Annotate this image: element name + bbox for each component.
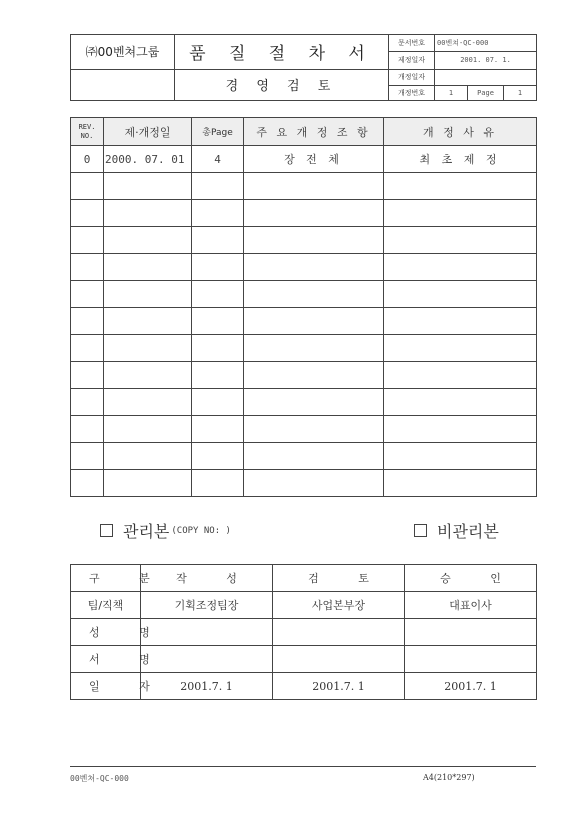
revision-rows (71, 146, 537, 497)
revision-row (71, 227, 537, 254)
revision-summary-cell (244, 335, 384, 362)
revision-pages-cell (192, 173, 244, 200)
revision-no-cell: 0 (71, 146, 104, 173)
revision-summary-cell (244, 200, 384, 227)
approval-review-cell (273, 619, 405, 646)
uncontrolled-copy-label: 비관리본 (437, 522, 499, 541)
revision-no-cell (71, 227, 104, 254)
revision-reason-cell: 최 초 제 정 (384, 146, 537, 173)
footer-divider (70, 766, 536, 767)
approval-label-cell: 일 자 (71, 673, 141, 700)
revision-date-label: 개정일자 (389, 69, 435, 85)
revision-reason-cell (384, 443, 537, 470)
revision-no-cell (71, 281, 104, 308)
approval-approve-cell: 2001.7. 1 (405, 673, 537, 700)
doc-no-label: 문서번호 (389, 35, 435, 52)
approval-review-cell: 2001.7. 1 (273, 673, 405, 700)
page-label: Page (468, 85, 504, 100)
revision-summary-cell (244, 227, 384, 254)
revision-no-cell (71, 362, 104, 389)
footer-doc-code: 00벤쳐-QC-000 (70, 774, 129, 783)
revision-reason-cell (384, 173, 537, 200)
header-revision-reason: 개 정 사 유 (384, 118, 537, 146)
approval-approve-cell: 대표이사 (405, 592, 537, 619)
document-title: 품 질 절 차 서 (175, 35, 389, 70)
approval-write-cell: 기획조정팀장 (141, 592, 273, 619)
controlled-copy-label: 관리본 (123, 522, 170, 541)
page-value: 1 (504, 85, 537, 100)
header-main-changes: 주 요 개 정 조 항 (244, 118, 384, 146)
company-name: ㈜00벤쳐그룹 (71, 35, 175, 70)
revision-date-cell (104, 281, 192, 308)
revision-row (71, 470, 537, 497)
revision-summary-cell (244, 389, 384, 416)
header-rev-no: REV. NO. (71, 118, 104, 146)
revision-summary-cell (244, 470, 384, 497)
revision-no-cell (71, 389, 104, 416)
revision-reason-cell (384, 200, 537, 227)
approval-label-cell: 성 명 (71, 619, 141, 646)
copy-number-text: (COPY NO: ) (171, 525, 231, 536)
revision-pages-cell (192, 200, 244, 227)
controlled-copy-checkbox[interactable] (100, 524, 113, 537)
footer-paper-size: A4(210*297) (423, 773, 475, 782)
approval-write-cell: 작 성 (141, 565, 273, 592)
approval-approve-cell (405, 646, 537, 673)
revision-reason-cell (384, 389, 537, 416)
header-revision-date: 제·개정일 (104, 118, 192, 146)
revision-pages-cell (192, 362, 244, 389)
revision-pages-cell (192, 470, 244, 497)
document-header (70, 34, 537, 101)
revision-history-table (70, 117, 537, 497)
revision-no-cell (71, 470, 104, 497)
approval-rows (71, 565, 537, 700)
revision-pages-cell (192, 335, 244, 362)
revision-summary-cell (244, 254, 384, 281)
revision-reason-cell (384, 335, 537, 362)
approval-label-cell: 팀/직책 (71, 592, 141, 619)
revision-summary-cell (244, 281, 384, 308)
revision-summary-cell (244, 416, 384, 443)
revision-row (71, 389, 537, 416)
doc-no-value: 00벤쳐-QC-000 (435, 35, 537, 52)
revision-row (71, 416, 537, 443)
header-total-pages: 총Page (192, 118, 244, 146)
revision-pages-cell: 4 (192, 146, 244, 173)
revision-no-cell (71, 443, 104, 470)
revision-summary-cell (244, 362, 384, 389)
revision-date-cell: 2000. 07. 01 (104, 146, 192, 173)
revision-date-cell (104, 254, 192, 281)
revision-row (71, 335, 537, 362)
revision-no-cell (71, 173, 104, 200)
revision-no-label: 개정번호 (389, 85, 435, 100)
approval-review-cell: 검 토 (273, 565, 405, 592)
revision-reason-cell (384, 254, 537, 281)
revision-no-cell (71, 254, 104, 281)
revision-row (71, 443, 537, 470)
issue-date-label: 제정일자 (389, 52, 435, 69)
revision-date-cell (104, 200, 192, 227)
approval-write-cell: 2001.7. 1 (141, 673, 273, 700)
approval-label-cell: 구 분 (71, 565, 141, 592)
approval-row (71, 673, 537, 700)
revision-date-cell (104, 416, 192, 443)
approval-row (71, 646, 537, 673)
revision-reason-cell (384, 308, 537, 335)
revision-date-cell (104, 362, 192, 389)
revision-date-cell (104, 227, 192, 254)
revision-no-cell (71, 308, 104, 335)
approval-review-cell: 사업본부장 (273, 592, 405, 619)
approval-approve-cell: 승 인 (405, 565, 537, 592)
revision-date-cell (104, 389, 192, 416)
revision-pages-cell (192, 254, 244, 281)
controlled-copy-option[interactable] (100, 519, 231, 542)
revision-reason-cell (384, 281, 537, 308)
revision-row (71, 173, 537, 200)
approval-approve-cell (405, 619, 537, 646)
revision-summary-cell (244, 173, 384, 200)
revision-row (71, 146, 537, 173)
revision-summary-cell (244, 308, 384, 335)
revision-row (71, 362, 537, 389)
revision-reason-cell (384, 227, 537, 254)
revision-no-value: 1 (435, 85, 468, 100)
revision-reason-cell (384, 362, 537, 389)
approval-review-cell (273, 646, 405, 673)
revision-no-cell (71, 200, 104, 227)
revision-row (71, 308, 537, 335)
revision-pages-cell (192, 281, 244, 308)
revision-date-cell (104, 470, 192, 497)
uncontrolled-copy-option[interactable] (414, 519, 499, 542)
revision-pages-cell (192, 416, 244, 443)
revision-pages-cell (192, 389, 244, 416)
revision-reason-cell (384, 470, 537, 497)
revision-row (71, 254, 537, 281)
revision-date-cell (104, 443, 192, 470)
revision-reason-cell (384, 416, 537, 443)
revision-summary-cell: 장 전 체 (244, 146, 384, 173)
revision-date-cell (104, 335, 192, 362)
approval-row (71, 619, 537, 646)
revision-pages-cell (192, 227, 244, 254)
revision-date-value (435, 69, 537, 85)
approval-row (71, 565, 537, 592)
approval-table (70, 564, 537, 700)
revision-row (71, 200, 537, 227)
revision-date-cell (104, 173, 192, 200)
revision-pages-cell (192, 308, 244, 335)
revision-no-cell (71, 335, 104, 362)
revision-row (71, 281, 537, 308)
revision-no-cell (71, 416, 104, 443)
document-subtitle: 경 영 검 토 (175, 69, 389, 101)
uncontrolled-copy-checkbox[interactable] (414, 524, 427, 537)
approval-label-cell: 서 명 (71, 646, 141, 673)
approval-row (71, 592, 537, 619)
issue-date-value: 2001. 07. 1. (435, 52, 537, 69)
revision-date-cell (104, 308, 192, 335)
revision-summary-cell (244, 443, 384, 470)
revision-pages-cell (192, 443, 244, 470)
